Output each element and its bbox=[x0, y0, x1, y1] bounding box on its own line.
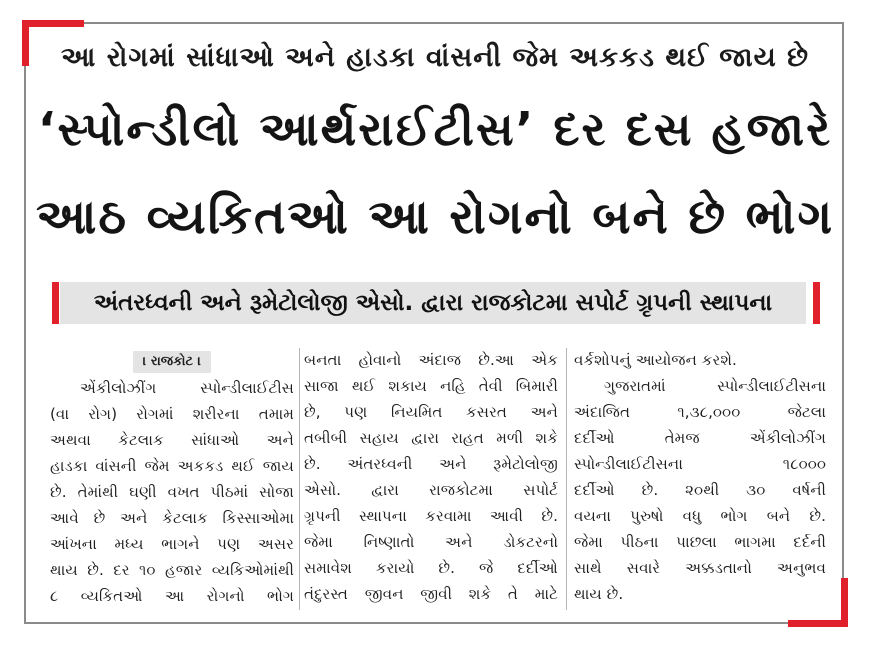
body-line: ૮ વ્યકિતઓ આ રોગનો ભોગ bbox=[50, 587, 294, 605]
body-line: થાય છે. bbox=[574, 585, 624, 603]
corner-accent-top-left bbox=[22, 20, 84, 27]
body-line: ગુજરાતમાં સ્પોન્ડીલાઈટીસના bbox=[604, 377, 826, 395]
body-line: જેમા પીઠના પાછલા ભાગમા દર્દની bbox=[574, 533, 826, 551]
body-line: સાજા થઈ શકાય નહિ તેવી બિમારી bbox=[304, 377, 558, 395]
dateline: । રાજકોટ । bbox=[133, 351, 211, 373]
body-line: એંકીલોઝીંગ સ્પોન્ડીલાઈટીસ bbox=[80, 379, 294, 397]
body-line: અંદાજિત ૧,૩૮,૦૦૦ જેટલા bbox=[574, 403, 826, 421]
body-line: વર્કશોપનું આયોજન કરશે. bbox=[574, 351, 737, 369]
body-line: દર્દીઓ તેમજ એંકીલોઝીંગ bbox=[574, 429, 826, 447]
subheadline-accent-right bbox=[813, 282, 820, 324]
body-line: ગ્રૃપની સ્થાપના કરવામા આવી છે. bbox=[304, 507, 558, 525]
body-line: આવે છે અને કેટલાક કિસ્સાઓમા bbox=[50, 509, 294, 527]
corner-accent-top-left-vertical bbox=[22, 20, 29, 66]
body-line: સ્પોન્ડીલાઈટીસના ૧૮૦૦૦ bbox=[574, 455, 826, 473]
body-line: અથવા કેટલાક સાંધાઓ અને bbox=[50, 431, 294, 449]
body-line: (વા રોગ) રોગમાં શરીરના તમામ bbox=[50, 405, 294, 423]
body-line: તંદુરસ્ત જીવન જીવી શકે તે માટે bbox=[304, 585, 558, 603]
body-line: વયના પુરુષો વધુ ભોગ બને છે. bbox=[574, 507, 826, 525]
article-kicker: આ રોગમાં સાંધાઓ અને હાડકા વાંસની જેમ અકકડ થઈ જાય છે bbox=[60, 42, 810, 73]
body-column-1 bbox=[50, 347, 294, 609]
corner-accent-bottom-right bbox=[788, 620, 848, 627]
body-line: તબીબી સહાય દ્વારા રાહત મળી શકે bbox=[304, 429, 558, 447]
subheadline-bar bbox=[60, 282, 806, 324]
body-line: છે. તેમાંથી ઘણી વખત પીઠમાં સોજા bbox=[50, 483, 294, 501]
body-line: દર્દીઓ છે. ૨૦થી ૩૦ વર્ષની bbox=[574, 481, 826, 499]
body-column-3 bbox=[574, 347, 826, 609]
body-line: હાડકા વાંસની જેમ અકકડ થઈ જાય bbox=[50, 457, 294, 475]
body-column-2 bbox=[304, 347, 558, 609]
headline-line-1: ‘સ્પોન્ડીલો આર્થરાઈટીસ’ દર દસ હજારે bbox=[37, 102, 833, 156]
subheadline: અંતરધ્વની અને રૂમેટોલોજી એસો. દ્વારા રાજકોટમા સપોર્ટ ગ્રૃપની સ્થાપના bbox=[93, 290, 773, 316]
body-line: થાય છે. દર ૧૦ હજાર વ્યકિઓમાંથી bbox=[50, 561, 294, 579]
dateline-row bbox=[50, 347, 294, 375]
body-line: જેમા નિષ્ણાતો અને ડોકટરનો bbox=[304, 533, 558, 551]
subheadline-accent-left bbox=[52, 282, 59, 324]
body-line: સાથે સવારે અક્કડતાનો અનુભવ bbox=[574, 559, 826, 577]
body-line: બનતા હોવાનો અંદાજ છે.આ એક bbox=[304, 351, 558, 369]
corner-accent-bottom-right-vertical bbox=[841, 578, 848, 627]
body-line: છે, પણ નિયમિત કસરત અને bbox=[304, 403, 558, 421]
column-divider bbox=[299, 348, 300, 610]
body-line: છે. અંતરધ્વની અને રૂમેટોલોજી bbox=[304, 455, 558, 473]
body-line: સમાવેશ કરાયો છે. જે દર્દીઓ bbox=[304, 559, 558, 577]
body-line: આંખના મધ્ય ભાગને પણ અસર bbox=[50, 535, 294, 553]
column-divider bbox=[566, 348, 567, 610]
body-line: એસો. દ્વારા રાજકોટમા સપોર્ટ bbox=[304, 481, 558, 499]
headline-line-2: આઠ વ્યકિતઓ આ રોગનો બને છે ભોગ bbox=[36, 190, 835, 245]
